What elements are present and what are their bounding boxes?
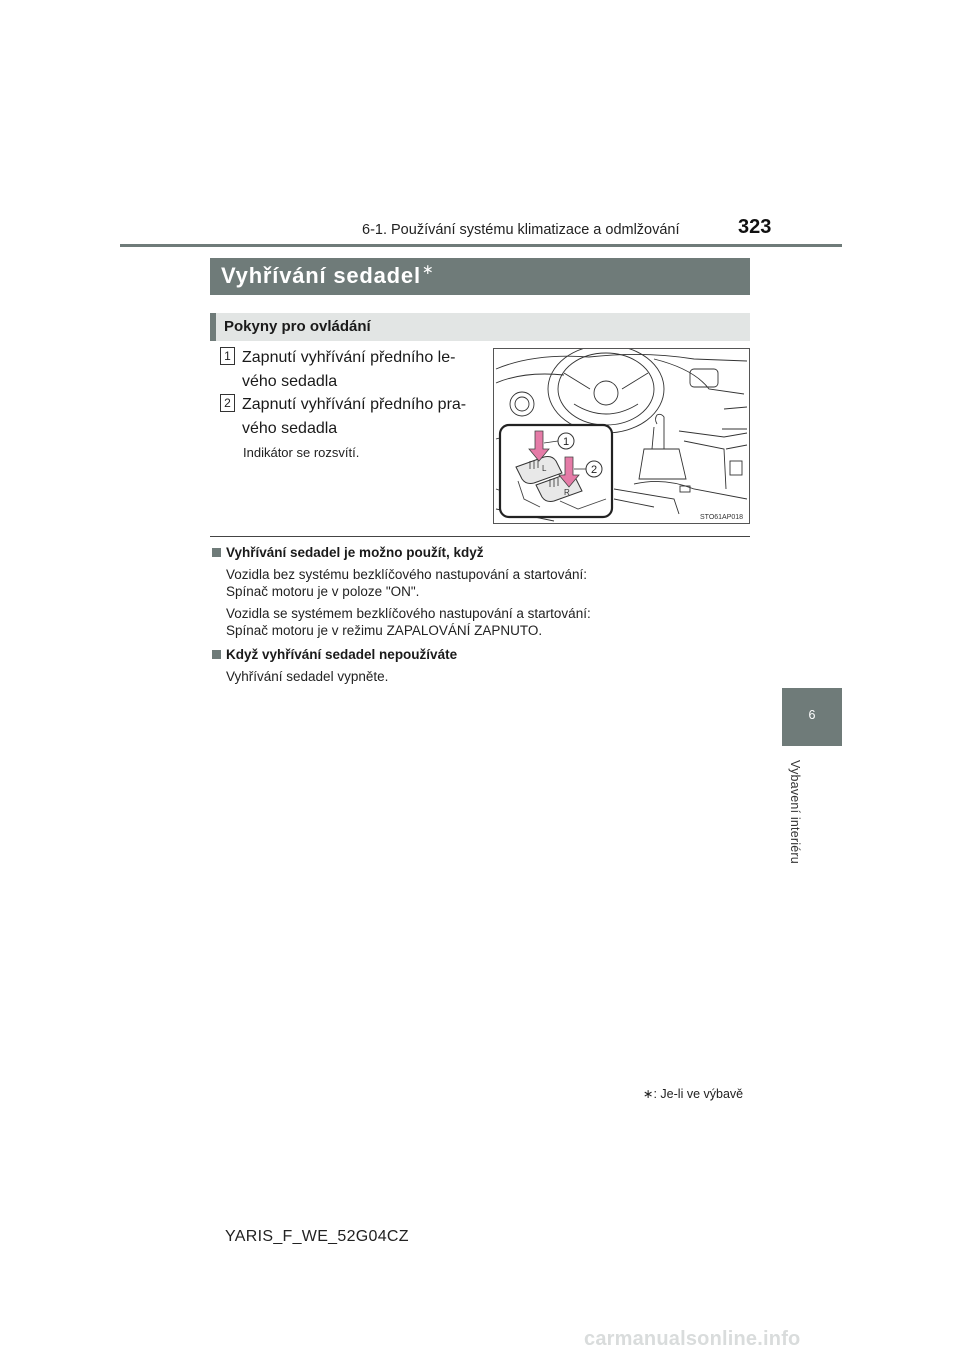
- step-2-line-2: vého sedadla: [242, 420, 338, 437]
- page-title-text: Vyhřívání sedadel: [221, 263, 421, 288]
- footnote-text: : Je-li ve výbavě: [653, 1087, 744, 1101]
- document-code: YARIS_F_WE_52G04CZ: [225, 1228, 409, 1245]
- footnote: [643, 1086, 743, 1101]
- chapter-number: 6: [808, 708, 816, 722]
- indicator-note: Indikátor se rozsvítí.: [243, 445, 360, 460]
- bullet-square-icon: [212, 548, 221, 557]
- callout-2: 2: [590, 464, 598, 476]
- step-2-line-1-text: Zapnutí vyhřívání předního pra-: [242, 396, 467, 413]
- section-title: 6-1. Používání systému klimatizace a odmlžování: [362, 222, 680, 238]
- chapter-tab: [782, 688, 842, 746]
- step-number-1: 1: [220, 347, 235, 365]
- chapter-label: [788, 760, 802, 880]
- info-1-p1-line2: Spínač motoru je v poloze "ON".: [226, 584, 420, 599]
- subsection-title: Pokyny pro ovládání: [224, 318, 371, 335]
- watermark: carmanualsonline.info: [584, 1328, 801, 1350]
- info-heading-2-text: Když vyhřívání sedadel nepoužíváte: [226, 647, 458, 662]
- subsection-accent: [210, 313, 216, 341]
- step-number-2: 2: [220, 394, 235, 412]
- info-heading-2: [212, 647, 457, 662]
- dashboard-line-drawing: [494, 349, 749, 523]
- info-2-p1-line1: Vyhřívání sedadel vypněte.: [226, 669, 389, 684]
- step-1-line-1: [242, 346, 476, 370]
- callout-1: 1: [562, 436, 570, 448]
- step-1-text: [242, 346, 476, 394]
- info-heading-1-text: Vyhřívání sedadel je možno použít, když: [226, 545, 484, 560]
- svg-text:R: R: [564, 488, 570, 497]
- info-1-p2-line2: Spínač motoru je v režimu ZAPALOVÁNÍ ZAPNUTO.: [226, 623, 543, 638]
- page-number: 323: [738, 216, 772, 238]
- seat-heater-illustration: [493, 348, 750, 524]
- info-1-p1-line1: Vozidla bez systému bezklíčového nastupování a startování:: [226, 567, 587, 582]
- info-1-paragraph-2: [226, 605, 591, 639]
- bullet-square-icon: [212, 650, 221, 659]
- info-heading-1: [212, 545, 484, 560]
- optional-equipment-marker: ∗: [421, 261, 435, 277]
- svg-text:L: L: [542, 464, 547, 473]
- chapter-label-text: Vybavení interiéru: [788, 760, 802, 864]
- footnote-marker: ∗: [643, 1087, 654, 1101]
- step-2-text: [242, 393, 476, 441]
- title-banner: [210, 258, 750, 295]
- subsection-bar: [210, 313, 750, 341]
- step-1-line-1-text: Zapnutí vyhřívání předního le-: [242, 349, 456, 366]
- section-divider: [210, 536, 750, 537]
- info-1-paragraph-1: [226, 566, 587, 600]
- page-title: [221, 263, 434, 289]
- step-1-line-2: vého sedadla: [242, 373, 338, 390]
- info-2-paragraph-1: [226, 668, 388, 685]
- figure-code: STO61AP018: [700, 514, 744, 521]
- info-1-p2-line1: Vozidla se systémem bezklíčového nastupování a startování:: [226, 606, 591, 621]
- header-rule: [120, 244, 842, 247]
- step-2-line-1: [242, 393, 476, 417]
